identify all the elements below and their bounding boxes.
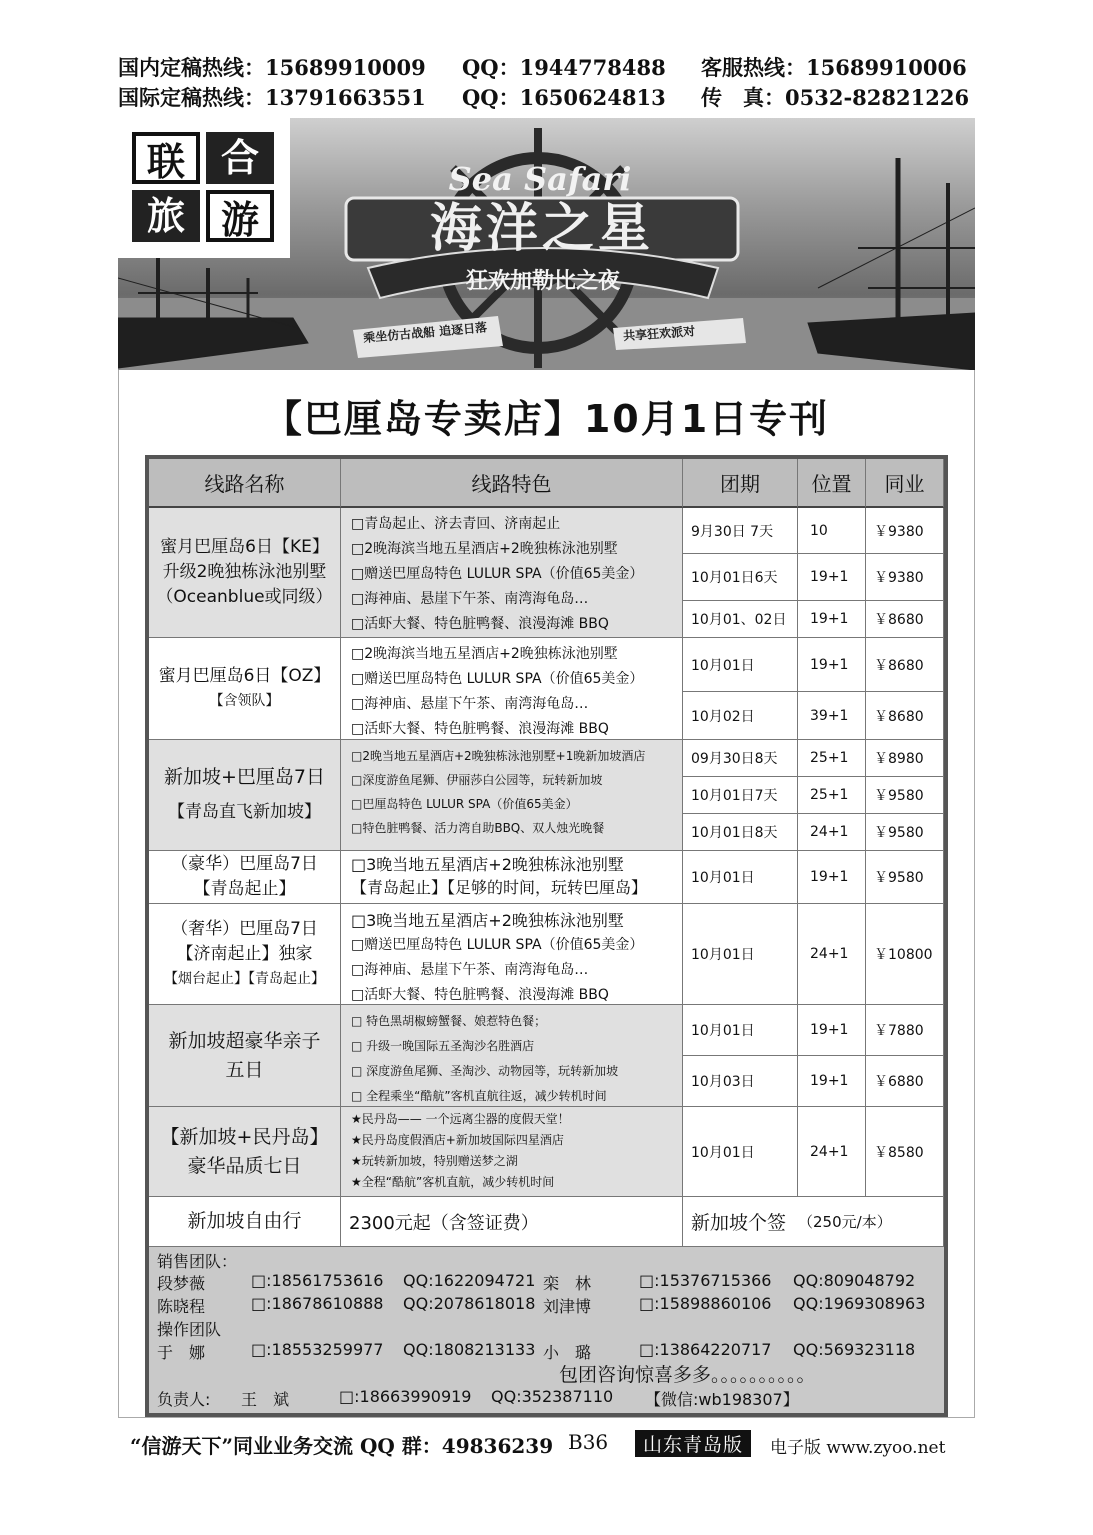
manager-qq: QQ:352387110 — [491, 1387, 614, 1406]
person-phone: □:18561753616 — [251, 1271, 384, 1290]
header-seats: 位置 — [798, 459, 866, 508]
departure-seats: 19+1 — [798, 601, 866, 638]
footer-website: 电子版 www.zyoo.net — [770, 1438, 946, 1458]
departure-price: ￥10800 — [866, 904, 944, 1005]
free-travel-visa: 新加坡个签 （250元/本） — [683, 1197, 944, 1247]
departure-seats: 19+1 — [798, 554, 866, 601]
sales-team-panel — [149, 1247, 944, 1413]
service-hotline: 客服热线：15689910006 — [701, 55, 967, 80]
group-consult-slogan: 包团咨询惊喜多多。。。。。。。。。。 — [559, 1364, 816, 1386]
departure-price: ￥8680 — [866, 638, 944, 692]
person-qq: QQ:809048792 — [793, 1271, 916, 1290]
footer-qq-group: “信游天下”同业业务交流 QQ 群：49836239 — [130, 1434, 554, 1458]
person-phone: □:18678610888 — [251, 1294, 384, 1313]
person-phone: □:13864220717 — [639, 1340, 772, 1359]
departure-seats: 39+1 — [798, 692, 866, 740]
logo-char-1: 联 — [132, 132, 200, 184]
manager-name: 王 斌 — [241, 1390, 290, 1409]
banner-slogan-left: 乘坐仿古战船 追逐日落 — [362, 320, 488, 346]
route-features: □3晚当地五星酒店+2晚独栋泳池别墅 □赠送巴厘岛特色 LULUR SPA（价值65美金） □海神庙、悬崖下午茶、南湾海龟岛… □活虾大餐、特色脏鸭餐、浪漫海滩 BBQ — [341, 904, 683, 1005]
departure-price: ￥9580 — [866, 777, 944, 814]
domestic-qq: QQ：1944778488 — [462, 55, 666, 80]
banner-title: 海洋之星 — [429, 199, 654, 259]
person-phone: □:15898860106 — [639, 1294, 772, 1313]
route-name: 新加坡+巴厘岛7日 【青岛直飞新加坡】 — [149, 740, 341, 851]
banner-subtitle: 狂欢加勒比之夜 — [465, 269, 620, 294]
departure-price: ￥9380 — [866, 554, 944, 601]
departure-date: 9月30日 7天 — [683, 508, 798, 554]
header-route-name: 线路名称 — [149, 459, 341, 508]
departure-seats: 24+1 — [798, 1107, 866, 1197]
person-name: 陈晓程 — [157, 1297, 206, 1316]
departure-date: 10月03日 — [683, 1056, 798, 1107]
departure-seats: 19+1 — [798, 1056, 866, 1107]
person-name: 小 璐 — [543, 1343, 592, 1362]
intl-qq: QQ：1650624813 — [462, 85, 666, 110]
logo — [118, 118, 290, 258]
person-qq: QQ:2078618018 — [403, 1294, 536, 1313]
route-name: 【新加坡+民丹岛】 豪华品质七日 — [149, 1107, 341, 1197]
departure-date: 10月01日 — [683, 1107, 798, 1197]
departure-seats: 19+1 — [798, 638, 866, 692]
route-features: □3晚当地五星酒店+2晚独栋泳池别墅 【青岛起止】【足够的时间，玩转巴厘岛】 — [341, 851, 683, 904]
route-features: □青岛起止、济去青回、济南起止 □2晚海滨当地五星酒店+2晚独栋泳池别墅 □赠送巴厘岛特色 LULUR SPA（价值65美金） □海神庙、悬崖下午茶、南湾海龟岛… □活虾大餐、特色脏鸭餐、浪漫海滩 BBQ — [341, 508, 683, 638]
departure-seats: 19+1 — [798, 1005, 866, 1056]
departure-seats: 19+1 — [798, 851, 866, 904]
departure-date: 10月01日 — [683, 904, 798, 1005]
person-qq: QQ:1808213133 — [403, 1340, 536, 1359]
route-table — [145, 455, 948, 1417]
route-features: □ 特色黑胡椒螃蟹餐、娘惹特色餐； □ 升级一晚国际五圣淘沙名胜酒店 □ 深度游鱼尾狮、圣淘沙、动物园等，玩转新加坡 □ 全程乘坐“酷航”客机直航往返，减少转机时间 — [341, 1005, 683, 1107]
banner-slogan-right: 共享狂欢派对 — [622, 324, 696, 344]
banner-image — [118, 118, 975, 370]
fax: 传 真：0532-82821226 — [701, 85, 970, 110]
logo-char-3: 旅 — [132, 190, 200, 242]
route-name: （奢华）巴厘岛7日 【济南起止】独家 【烟台起止】【青岛起止】 — [149, 904, 341, 1005]
page-title: 【巴厘岛专卖店】10月1日专刊 — [263, 397, 830, 441]
person-phone: □:18553259977 — [251, 1340, 384, 1359]
departure-price: ￥6880 — [866, 1056, 944, 1107]
departure-price: ￥9580 — [866, 851, 944, 904]
departure-price: ￥8580 — [866, 1107, 944, 1197]
departure-price: ￥8980 — [866, 740, 944, 777]
header-dates: 团期 — [683, 459, 798, 508]
manager-phone: □:18663990919 — [339, 1387, 472, 1406]
person-qq: QQ:569323118 — [793, 1340, 916, 1359]
footer — [118, 1430, 975, 1458]
departure-date: 10月01日 — [683, 851, 798, 904]
person-phone: □:15376715366 — [639, 1271, 772, 1290]
departure-price: ￥8680 — [866, 692, 944, 740]
person-qq: QQ:1622094721 — [403, 1271, 536, 1290]
footer-page-number: B36 — [568, 1430, 609, 1454]
logo-char-4: 游 — [206, 190, 274, 242]
header-features: 线路特色 — [341, 459, 683, 508]
header-price: 同业 — [866, 459, 944, 508]
departure-price: ￥9380 — [866, 508, 944, 554]
departure-seats: 10 — [798, 508, 866, 554]
departure-date: 10月01、02日 — [683, 601, 798, 638]
free-travel-name: 新加坡自由行 — [149, 1197, 341, 1247]
departure-date: 10月01日 — [683, 1005, 798, 1056]
departure-seats: 24+1 — [798, 904, 866, 1005]
person-name: 于 娜 — [157, 1343, 206, 1362]
departure-seats: 24+1 — [798, 814, 866, 851]
ops-team-label: 操作团队 — [157, 1320, 222, 1339]
route-name: 蜜月巴厘岛6日【OZ】 【含领队】 — [149, 638, 341, 740]
domestic-hotline: 国内定稿热线：15689910009 — [118, 55, 426, 80]
footer-edition-badge: 山东青岛版 — [635, 1430, 751, 1457]
departure-date: 10月02日 — [683, 692, 798, 740]
logo-char-2: 合 — [206, 132, 274, 184]
sales-team-label: 销售团队： — [157, 1252, 238, 1271]
person-name: 栾 林 — [543, 1274, 592, 1293]
free-travel-price: 2300元起（含签证费） — [341, 1197, 683, 1247]
departure-date: 09月30日8天 — [683, 740, 798, 777]
departure-price: ￥8680 — [866, 601, 944, 638]
departure-price: ￥7880 — [866, 1005, 944, 1056]
route-features: ★民丹岛—— 一个远离尘器的度假天堂！ ★民丹岛度假酒店+新加坡国际四星酒店 ★玩转新加坡，特别赠送梦之湖 ★全程“酷航”客机直航，减少转机时间 — [341, 1107, 683, 1197]
person-name: 段梦薇 — [157, 1274, 206, 1293]
route-name: （豪华）巴厘岛7日 【青岛起止】 — [149, 851, 341, 904]
person-qq: QQ:1969308963 — [793, 1294, 926, 1313]
route-name: 新加坡超豪华亲子 五日 — [149, 1005, 341, 1107]
departure-seats: 25+1 — [798, 777, 866, 814]
departure-date: 10月01日7天 — [683, 777, 798, 814]
departure-date: 10月01日8天 — [683, 814, 798, 851]
route-name: 蜜月巴厘岛6日【KE】 升级2晚独栋泳池别墅 （Oceanblue或同级） — [149, 508, 341, 638]
person-name: 刘津博 — [543, 1297, 592, 1316]
route-features: □2晚当地五星酒店+2晚独栋泳池别墅+1晚新加坡酒店 □深度游鱼尾狮、伊丽莎白公园等，玩转新加坡 □巴厘岛特色 LULUR SPA（价值65美金） □特色脏鸭餐、活力湾自助BBQ、双人烛光晚餐 — [341, 740, 683, 851]
departure-date: 10月01日6天 — [683, 554, 798, 601]
departure-seats: 25+1 — [798, 740, 866, 777]
intl-hotline: 国际定稿热线：13791663551 — [118, 85, 426, 110]
banner-en-title: Sea Safari — [448, 160, 632, 198]
manager-label: 负责人: — [157, 1390, 211, 1409]
route-features: □2晚海滨当地五星酒店+2晚独栋泳池别墅 □赠送巴厘岛特色 LULUR SPA（价值65美金） □海神庙、悬崖下午茶、南湾海龟岛… □活虾大餐、特色脏鸭餐、浪漫海滩 BBQ — [341, 638, 683, 740]
manager-wechat: 【微信:wb198307】 — [645, 1390, 799, 1409]
departure-price: ￥9580 — [866, 814, 944, 851]
departure-date: 10月01日 — [683, 638, 798, 692]
